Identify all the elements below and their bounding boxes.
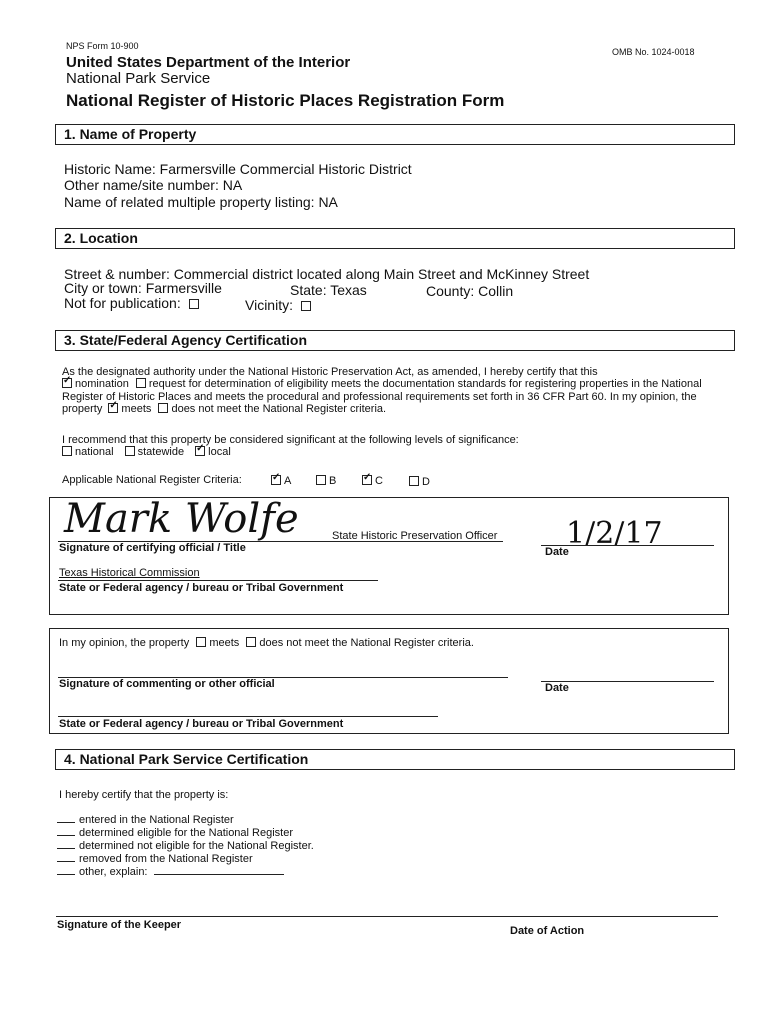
keeper-signature-label: Signature of the Keeper bbox=[57, 919, 182, 931]
opinion-text bbox=[59, 637, 474, 649]
meets-label: meets bbox=[121, 403, 152, 415]
option-other-label: other, explain: bbox=[79, 866, 148, 878]
criterion-c bbox=[362, 475, 383, 487]
department-name: United States Department of the Interior bbox=[66, 54, 351, 71]
omb-number: OMB No. 1024-0018 bbox=[612, 47, 695, 57]
not-for-publication-label: Not for publication: bbox=[64, 295, 181, 311]
agency-name: Texas Historical Commission bbox=[59, 567, 200, 579]
city-town: City or town: Farmersville bbox=[64, 280, 222, 296]
vicinity-checkbox[interactable] bbox=[301, 301, 311, 311]
opinion-label: In my opinion, the property bbox=[59, 637, 190, 649]
section-3-title: 3. State/Federal Agency Certification bbox=[64, 332, 307, 348]
criterion-a bbox=[271, 475, 291, 487]
opinion-meets-checkbox[interactable] bbox=[196, 637, 206, 647]
vicinity bbox=[245, 297, 314, 313]
keeper-signature-line bbox=[56, 916, 718, 917]
handwritten-signature: Mark Wolfe bbox=[64, 496, 299, 542]
historic-name: Historic Name: Farmersville Commercial Historic District bbox=[64, 161, 412, 177]
form-title: National Register of Historic Places Registration Form bbox=[66, 91, 505, 110]
opinion-meets-label: meets bbox=[209, 637, 240, 649]
certification-paragraph-4 bbox=[62, 403, 386, 415]
nomination-checkbox[interactable] bbox=[62, 378, 72, 388]
signature-label: Signature of certifying official / Title bbox=[59, 542, 246, 554]
local-checkbox[interactable] bbox=[195, 446, 205, 456]
request-checkbox[interactable] bbox=[136, 378, 146, 388]
section-2-header bbox=[55, 228, 735, 249]
significance-levels bbox=[62, 446, 231, 458]
option-eligible-label: determined eligible for the National Register bbox=[79, 827, 294, 839]
criterion-b-label: B bbox=[329, 475, 337, 487]
criterion-d bbox=[409, 476, 430, 488]
property-label: property bbox=[62, 403, 103, 415]
criterion-d-label: D bbox=[422, 476, 430, 488]
certification-paragraph-3: Register of Historic Places and meets the procedural and professional requirements set forth in 36 CFR Part 60. In my opinion, the bbox=[62, 391, 697, 403]
form-number: NPS Form 10-900 bbox=[66, 41, 139, 51]
option-removed[interactable] bbox=[57, 853, 253, 865]
officer-title: State Historic Preservation Officer bbox=[332, 530, 498, 542]
statewide-checkbox[interactable] bbox=[125, 446, 135, 456]
recommend-text: I recommend that this property be considered significant at the following levels of significance: bbox=[62, 434, 519, 446]
meets-checkbox[interactable] bbox=[108, 403, 118, 413]
county: County: Collin bbox=[426, 283, 514, 299]
section-4-title: 4. National Park Service Certification bbox=[64, 751, 309, 767]
other-explain-field[interactable] bbox=[154, 874, 284, 875]
opinion-does-not-meet-label: does not meet the National Register criteria. bbox=[259, 637, 474, 649]
handwritten-date: 1/2/17 bbox=[566, 516, 663, 551]
state: State: Texas bbox=[290, 282, 367, 298]
not-for-publication-checkbox[interactable] bbox=[189, 299, 199, 309]
criterion-c-checkbox[interactable] bbox=[362, 475, 372, 485]
criterion-d-checkbox[interactable] bbox=[409, 476, 419, 486]
certification-paragraph-1: As the designated authority under the National Historic Preservation Act, as amended, I hereby certify that this bbox=[62, 366, 598, 378]
other-name: Other name/site number: NA bbox=[64, 177, 243, 193]
service-name: National Park Service bbox=[66, 70, 211, 87]
criteria-label: Applicable National Register Criteria: bbox=[62, 474, 242, 486]
related-listing: Name of related multiple property listing: NA bbox=[64, 194, 338, 210]
option-removed-label: removed from the National Register bbox=[79, 853, 253, 865]
commenting-agency-label: State or Federal agency / bureau or Tribal Government bbox=[59, 718, 344, 730]
section-1-header bbox=[55, 124, 735, 145]
commenting-agency-line bbox=[58, 716, 438, 717]
criterion-c-label: C bbox=[375, 475, 383, 487]
national-label: national bbox=[75, 446, 114, 458]
section-4-header bbox=[55, 749, 735, 770]
criterion-b bbox=[316, 475, 336, 487]
criterion-a-checkbox[interactable] bbox=[271, 475, 281, 485]
national-checkbox[interactable] bbox=[62, 446, 72, 456]
nomination-label: nomination bbox=[75, 378, 129, 390]
commenting-date-label: Date bbox=[545, 682, 569, 694]
option-entered-label: entered in the National Register bbox=[79, 814, 234, 826]
section-3-header bbox=[55, 330, 735, 351]
option-not-eligible[interactable] bbox=[57, 840, 314, 852]
does-not-meet-checkbox[interactable] bbox=[158, 403, 168, 413]
section-1-title: 1. Name of Property bbox=[64, 126, 197, 142]
criterion-b-checkbox[interactable] bbox=[316, 475, 326, 485]
section-2-title: 2. Location bbox=[64, 230, 138, 246]
commenting-signature-label: Signature of commenting or other official bbox=[59, 678, 275, 690]
local-label: local bbox=[208, 446, 231, 458]
date-label: Date bbox=[545, 546, 569, 558]
street-number: Street & number: Commercial district located along Main Street and McKinney Street bbox=[64, 266, 590, 282]
agency-line bbox=[58, 580, 378, 581]
keeper-certify-text: I hereby certify that the property is: bbox=[59, 789, 229, 801]
certification-paragraph-2 bbox=[62, 378, 702, 390]
statewide-label: statewide bbox=[137, 446, 185, 458]
date-of-action-label: Date of Action bbox=[510, 925, 585, 937]
opinion-does-not-meet-checkbox[interactable] bbox=[246, 637, 256, 647]
option-other[interactable] bbox=[57, 866, 284, 878]
agency-label: State or Federal agency / bureau or Tribal Government bbox=[59, 582, 344, 594]
vicinity-label: Vicinity: bbox=[245, 297, 293, 313]
criterion-a-label: A bbox=[284, 475, 292, 487]
request-label: request for determination of eligibility meets the documentation standards for registering properties in the National bbox=[148, 378, 702, 390]
option-eligible[interactable] bbox=[57, 827, 293, 839]
does-not-meet-label: does not meet the National Register criteria. bbox=[171, 403, 387, 415]
option-not-eligible-label: determined not eligible for the National Register. bbox=[79, 840, 314, 852]
not-for-publication bbox=[64, 295, 202, 311]
option-entered[interactable] bbox=[57, 814, 234, 826]
